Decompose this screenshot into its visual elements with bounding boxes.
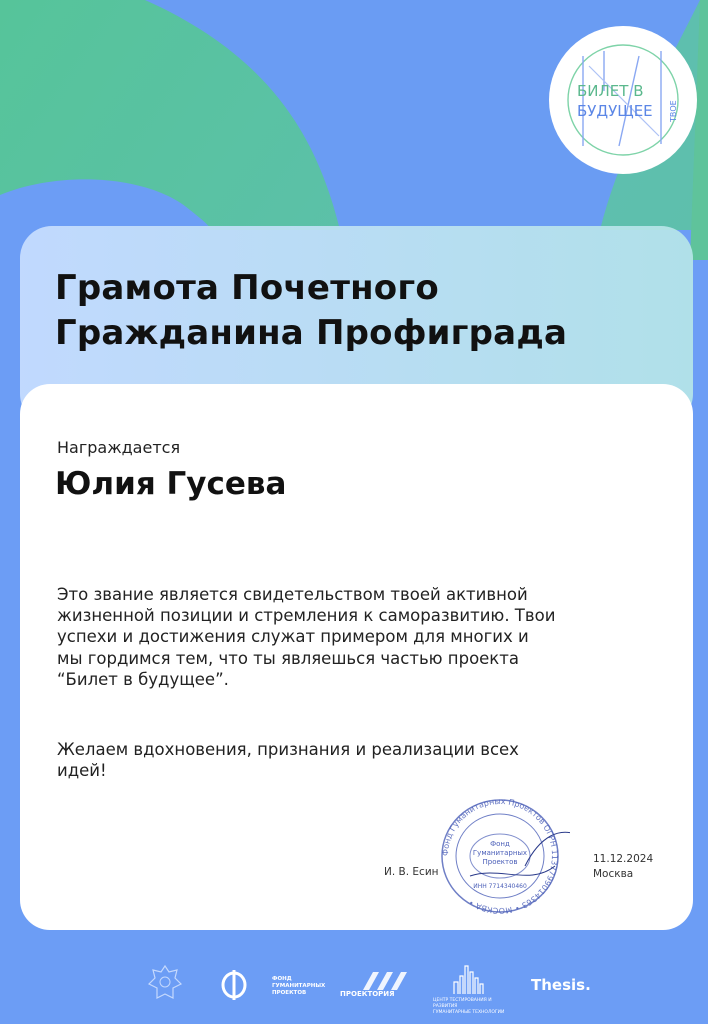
ministry-emblem-icon [143, 962, 187, 1006]
stamp-inner-2: Гуманитарных [472, 849, 528, 857]
logo-graphic [549, 26, 697, 174]
certificate-city: Москва [593, 868, 634, 880]
testing-center-text [433, 998, 513, 1016]
fond-logo-icon [220, 967, 268, 1003]
certificate-body: Это звание является свидетельством твоей активной жизненной позиции и стремления к саморазвитию. Твои успехи и достижения служат примером для многих и мы гордимся тем, что ты являешься частью проекта “Билет в будущее”. [57, 585, 556, 689]
bilet-v-budushchee-logo [549, 26, 697, 174]
stamp-outer-text: Фонд Гуманитарных Проектов ОГРН 1137799014363 • МОСКВА • [440, 796, 560, 916]
fond-logo-text [272, 976, 332, 997]
stamp-inner-3: Проектов [482, 858, 518, 866]
signer-name: И. В. Есин [384, 866, 439, 878]
logo-line2: БУДУЩЕЕ [577, 102, 653, 120]
fond-line-3: ПРОЕКТОВ [272, 990, 307, 996]
center-line-2: ГУМАНИТАРНЫЕ ТЕХНОЛОГИИ [433, 1010, 505, 1015]
fond-line-2: ГУМАНИТАРНЫХ [272, 983, 326, 989]
certificate-date: 11.12.2024 [593, 853, 654, 865]
organization-stamp [430, 796, 570, 916]
center-line-1: ЦЕНТР ТЕСТИРОВАНИЯ И РАЗВИТИЯ [433, 998, 492, 1009]
awarded-label: Награждается [57, 438, 181, 457]
certificate-title [55, 266, 675, 356]
fond-line-1: ФОНД [272, 976, 292, 982]
date-block [593, 852, 653, 882]
stamp-inner-1: Фонд [490, 840, 510, 848]
title-line-2: Гражданина Профиграда [55, 313, 568, 353]
logo-line1: БИЛЕТ В [577, 82, 644, 100]
recipient-name: Юлия Гусева [55, 466, 287, 502]
proektoria-logo-icon [355, 970, 410, 992]
certificate-wish: Желаем вдохновения, признания и реализации всех идей! [57, 740, 519, 781]
title-line-1: Грамота Почетного [55, 268, 439, 308]
logo-side: ТВОЕ [669, 100, 678, 122]
thesis-logo: Thesis. [531, 976, 591, 994]
stamp-inn: ИНН 7714340460 [473, 883, 527, 890]
testing-center-logo-icon [452, 962, 488, 996]
proektoria-logo-text: ПРОЕКТОРИЯ [340, 990, 395, 998]
